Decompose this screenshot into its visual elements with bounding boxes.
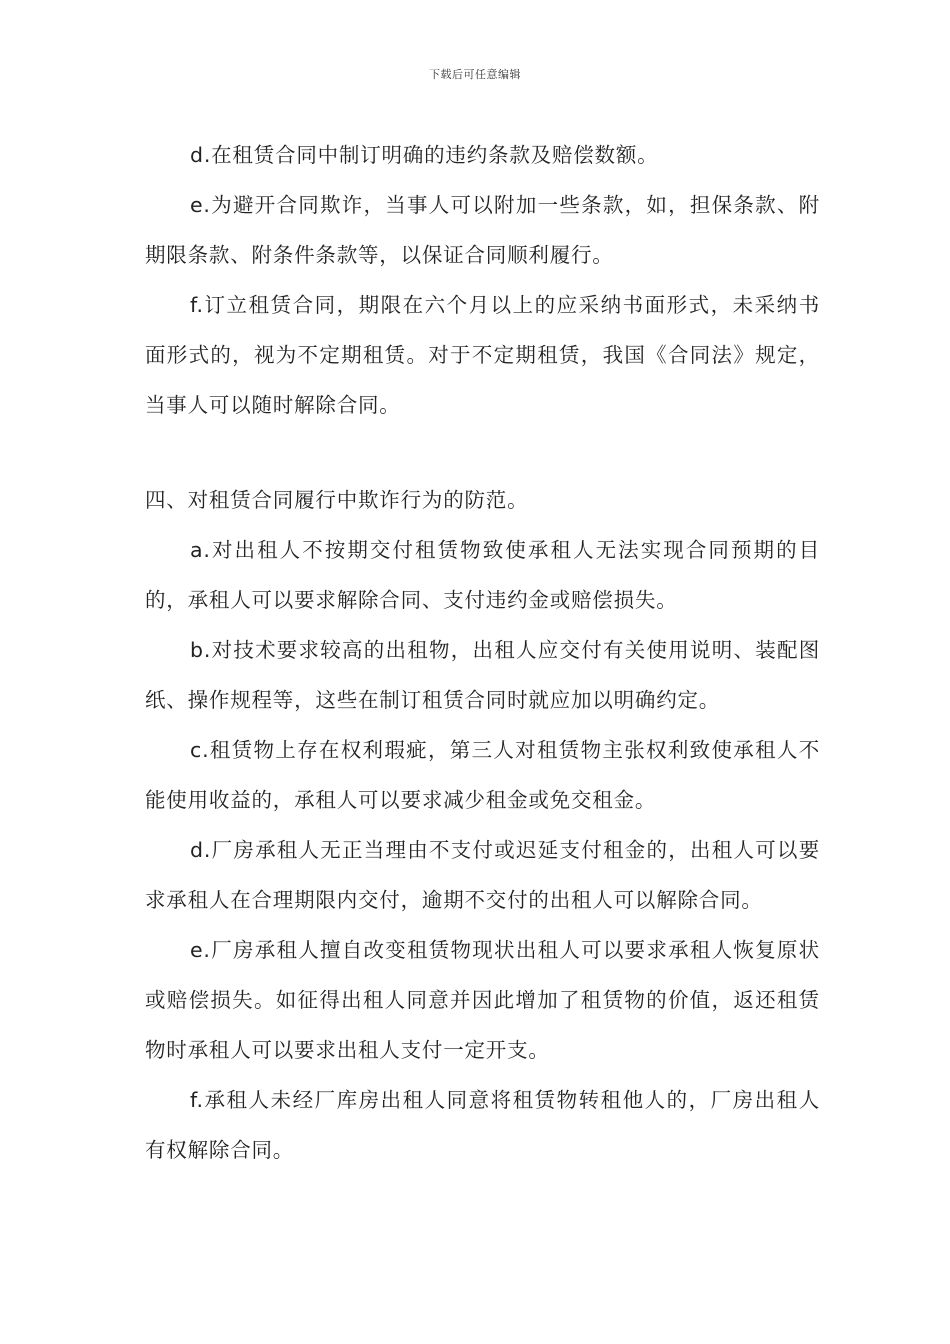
paragraph-d: d.在租赁合同中制订明确的违约条款及赔偿数额。 [190, 143, 659, 167]
paragraph-e: e.厂房承租人擅自改变租赁物现状出租人可以要求承租人恢复原状或赔偿损失。如征得出租人同意并因此增加了租赁物的价值，返还租赁物时承租人可以要求出租人支付一定开支。 [145, 938, 820, 1062]
paragraph-e: e.为避开合同欺诈，当事人可以附加一些条款，如，担保条款、附期限条款、附条件条款等，以保证合同顺利履行。 [145, 193, 820, 267]
paragraph-b: b.对技术要求较高的出租物，出租人应交付有关使用说明、装配图纸、操作规程等，这些在制订租赁合同时就应加以明确约定。 [145, 638, 820, 712]
paragraph-c: c.租赁物上存在权利瑕疵，第三人对租赁物主张权利致使承租人不能使用收益的，承租人可以要求减少租金或免交租金。 [145, 738, 820, 812]
paragraph-d: d.厂房承租人无正当理由不支付或迟延支付租金的，出租人可以要求承租人在合理期限内交付，逾期不交付的出租人可以解除合同。 [145, 838, 820, 912]
document-body [145, 130, 820, 1175]
page-header: 下载后可任意编辑 [429, 68, 521, 81]
paragraph-f: f.订立租赁合同，期限在六个月以上的应采纳书面形式，未采纳书面形式的，视为不定期租赁。对于不定期租赁，我国《合同法》规定，当事人可以随时解除合同。 [145, 293, 820, 417]
paragraph-a: a.对出租人不按期交付租赁物致使承租人无法实现合同预期的目的，承租人可以要求解除合同、支付违约金或赔偿损失。 [145, 538, 820, 612]
paragraph-f: f.承租人未经厂库房出租人同意将租赁物转租他人的，厂房出租人有权解除合同。 [145, 1088, 820, 1162]
section-heading: 四、对租赁合同履行中欺诈行为的防范。 [145, 488, 529, 512]
